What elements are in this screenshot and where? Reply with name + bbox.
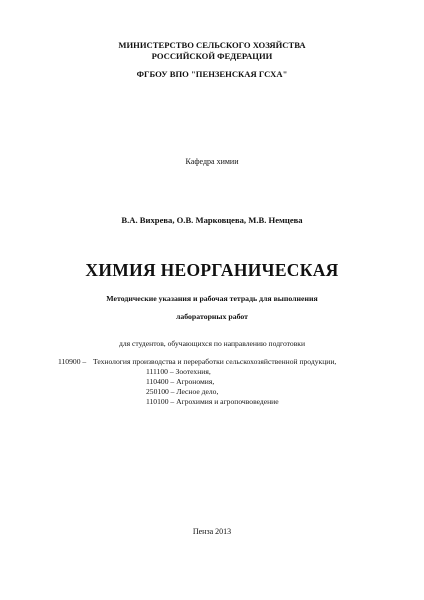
subtitle-line2: лабораторных работ (175, 312, 249, 321)
footer-city-year: Пенза 2013 (192, 527, 232, 536)
specialty-item: 110400 – Агрономия, (146, 377, 215, 386)
specialty-item: 250100 – Лесное дело, (146, 387, 219, 396)
specialty-item: Технология производства и переработки сельскохозяйственной продукции, (93, 357, 337, 366)
ministry-name-line1: МИНИСТЕРСТВО СЕЛЬСКОГО ХОЗЯЙСТВА (118, 40, 306, 50)
subtitle-line1: Методические указания и рабочая тетрадь для выполнения (106, 294, 318, 303)
authors: В.А. Вихрева, О.В. Марковцева, М.В. Немцева (121, 215, 303, 225)
audience-text: для студентов, обучающихся по направлению подготовки (118, 339, 306, 348)
specialty-item: 110100 – Агрохимия и агропочвоведение (146, 397, 279, 406)
institution-name: ФГБОУ ВПО "ПЕНЗЕНСКАЯ ГСХА" (136, 69, 288, 79)
document-title: ХИМИЯ НЕОРГАНИЧЕСКАЯ (85, 260, 339, 280)
specialty-item: 111100 – Зоотехния, (146, 367, 211, 376)
department-name: Кафедра химии (185, 157, 239, 166)
ministry-name-line2: РОССИЙСКОЙ ФЕДЕРАЦИИ (151, 51, 273, 61)
specialty-code-main: 110900 – (58, 357, 87, 366)
